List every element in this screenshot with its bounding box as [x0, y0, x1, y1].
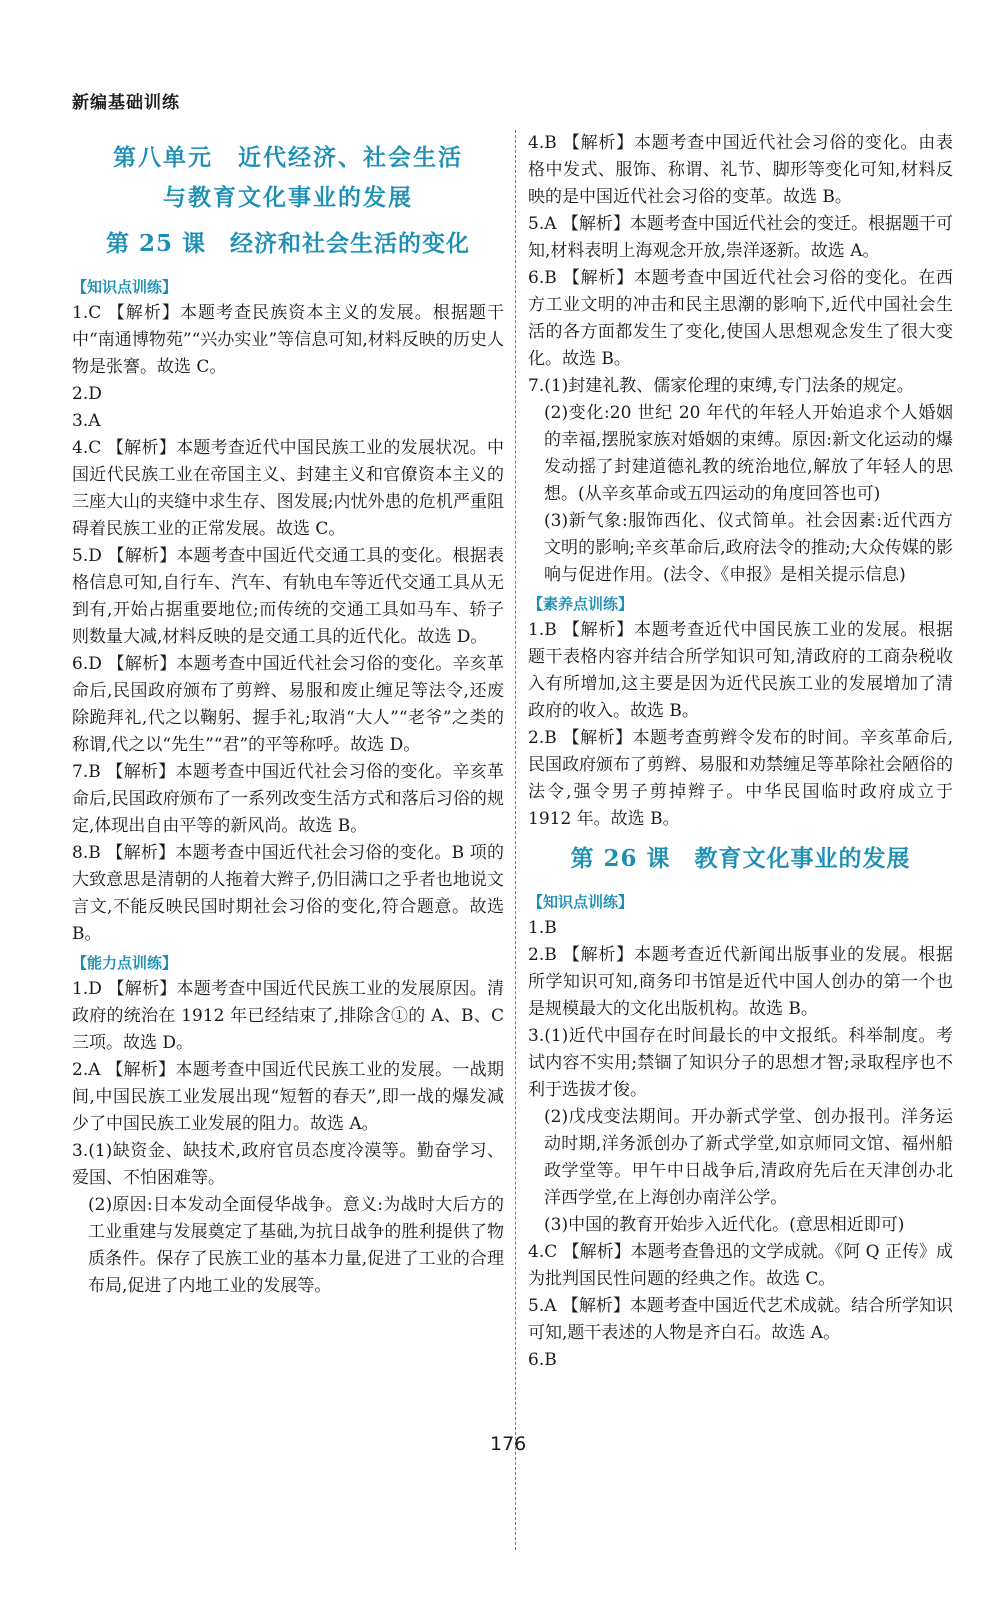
answer-item: 4.B 【解析】本题考查中国近代社会习俗的变化。由表格中发式、服饰、称谓、礼节、脚形等变化可知,材料反映的是中国近代社会习俗的变革。故选 B。 [528, 133, 953, 207]
section-ability-training: 【能力点训练】 [72, 954, 178, 972]
answer-subitem: (2)戊戌变法期间。开办新式学堂、创办报刊。洋务运动时期,洋务派创办了新式学堂,如京师同文馆、福州船政学堂等。甲午中日战争后,清政府先后在天津创办北洋西学堂,在上海创办南洋公学。 [544, 1107, 953, 1208]
answer-item: 2.A 【解析】本题考查中国近代民族工业的发展。一战期间,中国民族工业发展出现“短暂的春天”,即一战的爆发减少了中国民族工业发展的阻力。故选 A。 [72, 1060, 504, 1134]
answer-item: 3.(1)缺资金、缺技术,政府官员态度冷漠等。勤奋学习、爱国、不怕困难等。 [72, 1141, 504, 1188]
answer-item: 6.B 【解析】本题考查中国近代社会习俗的变化。在西方工业文明的冲击和民主思潮的影响下,近代中国社会生活的各方面都发生了变化,使国人思想观念发生了很大变化。故选 B。 [528, 268, 953, 369]
unit-title-line2: 与教育文化事业的发展 [163, 184, 413, 211]
answer-subitem: (2)原因:日本发动全面侵华战争。意义:为战时大后方的工业重建与发展奠定了基础,为抗日战争的胜利提供了物质条件。保存了民族工业的基本力量,促进了工业的合理布局,促进了内地工业的发展等。 [88, 1195, 504, 1296]
answer-item: 2.B 【解析】本题考查近代新闻出版事业的发展。根据所学知识可知,商务印书馆是近代中国人创办的第一个也是规模最大的文化出版机构。故选 B。 [528, 945, 953, 1019]
left-column [72, 130, 504, 1300]
lesson-25-title: 第 25 课 经济和社会生活的变化 [105, 230, 471, 257]
answer-item: 3.A [72, 411, 101, 431]
book-series-header: 新编基础训练 [72, 93, 180, 113]
answer-item: 7.B 【解析】本题考查中国近代社会习俗的变化。辛亥革命后,民国政府颁布了一系列改变生活方式和落后习俗的规定,体现出自由平等的新风尚。故选 B。 [72, 762, 504, 836]
answer-item: 2.B 【解析】本题考查剪辫令发布的时间。辛亥革命后,民国政府颁布了剪辫、易服和劝禁缠足等革除社会陋俗的法令,强令男子剪掉辫子。中华民国临时政府成立于 1912 年。故选 B。 [528, 728, 953, 829]
answer-subitem: (3)中国的教育开始步入近代化。(意思相近即可) [544, 1215, 905, 1235]
answer-item: 5.A 【解析】本题考查中国近代社会的变迁。根据题干可知,材料表明上海观念开放,崇洋逐新。故选 A。 [528, 214, 953, 261]
section-knowledge-training: 【知识点训练】 [72, 278, 178, 296]
section-literacy-training: 【素养点训练】 [528, 595, 634, 613]
answer-item: 4.C 【解析】本题考查近代中国民族工业的发展状况。中国近代民族工业在帝国主义、封建主义和官僚资本主义的三座大山的夹缝中求生存、图发展;内忧外患的危机严重阻碍着民族工业的正常发展。故选 C。 [72, 438, 504, 539]
answer-item: 4.C 【解析】本题考查鲁迅的文学成就。《阿 Q 正传》成为批判国民性问题的经典之作。故选 C。 [528, 1242, 953, 1289]
answer-item: 6.D 【解析】本题考查中国近代社会习俗的变化。辛亥革命后,民国政府颁布了剪辫、易服和废止缠足等法令,还废除跪拜礼,代之以鞠躬、握手礼;取消“大人”“老爷”之类的称谓,代之以“先生”“君”的平等称呼。故选 D。 [72, 654, 504, 755]
right-column [528, 130, 953, 1374]
section-knowledge-training: 【知识点训练】 [528, 893, 634, 911]
answer-item: 1.D 【解析】本题考查中国近代民族工业的发展原因。清政府的统治在 1912 年已经结束了,排除含①的 A、B、C 三项。故选 D。 [72, 979, 504, 1053]
answer-item: 3.(1)近代中国存在时间最长的中文报纸。科举制度。考试内容不实用;禁锢了知识分子的思想才智;录取程序也不利于选拔才俊。 [528, 1026, 953, 1100]
answer-item: 1.C 【解析】本题考查民族资本主义的发展。根据题干中“南通博物苑”“兴办实业”等信息可知,材料反映的历史人物是张謇。故选 C。 [72, 303, 504, 377]
unit-title-line1: 第八单元 近代经济、社会生活 [113, 144, 463, 171]
answer-item: 5.A 【解析】本题考查中国近代艺术成就。结合所学知识可知,题干表述的人物是齐白石。故选 A。 [528, 1296, 953, 1343]
answer-item: 2.D [72, 384, 102, 404]
unit-title [72, 138, 504, 218]
page-number: 176 [490, 1433, 527, 1455]
answer-item: 8.B 【解析】本题考查中国近代社会习俗的变化。B 项的大致意思是清朝的人拖着大辫子,仍旧满口之乎者也地说文言文,不能反映民国时期社会习俗的变化,符合题意。故选 B。 [72, 843, 504, 944]
column-divider [515, 130, 516, 1550]
answer-subitem: (2)变化:20 世纪 20 年代的年轻人开始追求个人婚姻的幸福,摆脱家族对婚姻的束缚。原因:新文化运动的爆发动摇了封建道德礼教的统治地位,解放了年轻人的思想。(从辛亥革命或五四运动的角度回答也可) [544, 403, 953, 504]
answer-subitem: (3)新气象:服饰西化、仪式简单。社会因素:近代西方文明的影响;辛亥革命后,政府法令的推动;大众传媒的影响与促进作用。(法令、《申报》是相关提示信息) [544, 511, 953, 585]
lesson-26-title: 第 26 课 教育文化事业的发展 [570, 845, 911, 872]
answer-item: 1.B [528, 918, 557, 938]
answer-item: 1.B 【解析】本题考查近代中国民族工业的发展。根据题干表格内容并结合所学知识可知,清政府的工商杂税收入有所增加,这主要是因为近代民族工业的发展增加了清政府的收入。故选 B。 [528, 620, 953, 721]
answer-item: 5.D 【解析】本题考查中国近代交通工具的变化。根据表格信息可知,自行车、汽车、有轨电车等近代交通工具从无到有,开始占据重要地位;而传统的交通工具如马车、轿子则数量大减,材料反映的是交通工具的近代化。故选 D。 [72, 546, 504, 647]
answer-item: 7.(1)封建礼教、儒家伦理的束缚,专门法条的规定。 [528, 376, 914, 396]
answer-item: 6.B [528, 1350, 557, 1370]
